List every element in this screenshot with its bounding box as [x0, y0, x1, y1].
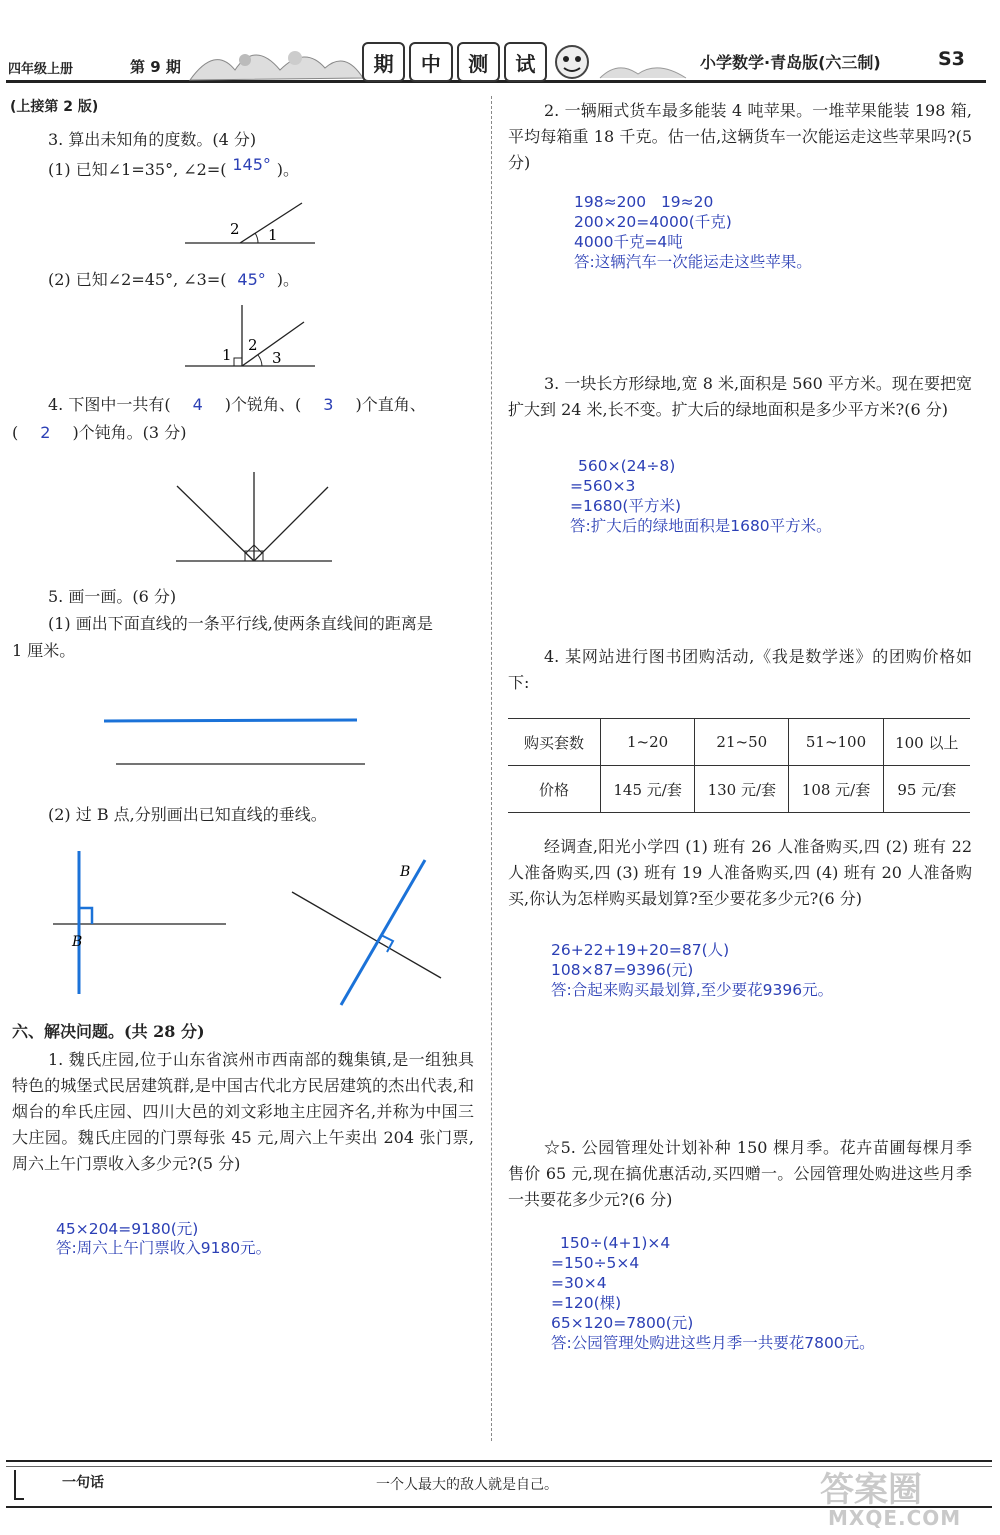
problem-5-text: ☆5. 公园管理处计划补种 150 棵月季。花卉苗圃每棵月季售价 65 元,现在搞优惠活动,买四赠一。公园管理处购进这些月季一共要花多少元?(6 分) — [508, 1138, 972, 1209]
drawn-parallel-line — [104, 720, 357, 721]
header-subject: 小学数学·青岛版(六三制) — [700, 53, 881, 72]
banner-char: 中 — [420, 51, 441, 76]
perpendicular-figure-2 — [288, 855, 448, 1010]
table-cell: 价格 — [508, 766, 601, 813]
table-cell: 145 元/套 — [601, 766, 695, 813]
problem-1-answer-line-2: 答:周六上午门票收入9180元。 — [56, 1239, 272, 1257]
problem-4-text: 4. 某网站进行图书团购活动,《我是数学迷》的团购价格如下: — [508, 647, 972, 692]
problem-2-answer-line-3: 4000千克=4吨 — [574, 233, 683, 251]
q5-1-line-2: 1 厘米。 — [12, 641, 76, 660]
problem-1-answer-line-1: 45×204=9180(元) — [56, 1220, 199, 1238]
table-cell: 购买套数 — [508, 719, 601, 766]
watermark-url: MXQE.COM — [828, 1506, 962, 1530]
q3-2-text: (2) 已知∠2=45°, ∠3=( — [48, 270, 227, 289]
footer-bracket — [14, 1470, 24, 1500]
problem-1-text: 1. 魏氏庄园,位于山东省滨州市西南部的魏集镇,是一组独具特色的城堡式民居建筑群,是中国古代北方民居建筑的杰出代表,和烟台的牟氏庄园、四川大邑的刘文彩地主庄园齐名,并称为中国三大庄园。魏氏庄园的门票每张 45 元,周六上午卖出 204 张门票,周六上午门票收入多少元?(5 分) — [12, 1050, 474, 1173]
header-issue: 第 9 期 — [130, 58, 181, 76]
banner-box-1 — [362, 42, 405, 82]
problem-4-detail: 经调查,阳光小学四 (1) 班有 26 人准备购买,四 (2) 班有 22 人准备购买,四 (3) 班有 19 人准备购买,四 (4) 班有 20 人准备购买,你认为怎样购买最划算?至少要花多少元?(6 分) — [508, 837, 972, 908]
q4-text-b: )个锐角、( — [224, 395, 302, 414]
header-decoration-right — [598, 56, 688, 80]
header-decoration — [185, 40, 365, 82]
watermark — [814, 1462, 994, 1532]
q4-line-2 — [12, 420, 186, 446]
q3-2-answer: 45° — [237, 270, 266, 289]
angle-label-2: 2 — [230, 220, 240, 238]
angle-label-1: 1 — [268, 226, 278, 244]
problem-5-answer-line-3: =30×4 — [551, 1274, 607, 1292]
table-cell: 51~100 — [789, 719, 883, 766]
point-b-label: B — [72, 934, 83, 950]
problem-3-answer-line-1: 560×(24÷8) — [578, 457, 676, 475]
section6-title: 六、解决问题。(共 28 分) — [12, 1022, 205, 1041]
q3-1-close: )。 — [276, 160, 299, 179]
q4-answer-acute: 4 — [192, 395, 203, 414]
problem-5-answer-line-1: 150÷(4+1)×4 — [560, 1234, 671, 1252]
problem-2-text: 2. 一辆厢式货车最多能装 4 吨苹果。一堆苹果能装 198 箱,平均每箱重 18 千克。估一估,这辆货车一次能运走这些苹果吗?(5 分) — [508, 101, 972, 172]
header-banner — [362, 42, 547, 82]
angle-label-1: 1 — [222, 346, 232, 364]
q3-2-line — [48, 267, 299, 293]
price-table — [508, 718, 970, 813]
problem-3-text: 3. 一块长方形绿地,宽 8 米,面积是 560 平方米。现在要把宽扩大到 24 米,长不变。扩大后的绿地面积是多少平方米?(6 分) — [508, 374, 972, 419]
header-grade: 四年级上册 — [8, 62, 74, 77]
q4-answer-obtuse: 2 — [40, 423, 51, 442]
column-divider — [491, 96, 492, 1441]
q5-title: 5. 画一画。(6 分) — [48, 587, 177, 606]
q4-text-c: )个直角、 — [355, 395, 426, 414]
table-cell: 130 元/套 — [695, 766, 789, 813]
q3-1-answer: 145° — [232, 155, 271, 174]
table-cell: 1~20 — [601, 719, 695, 766]
banner-box-4 — [504, 42, 547, 82]
mascot-icon — [548, 42, 596, 82]
problem-3-answer-line-4: 答:扩大后的绿地面积是1680平方米。 — [570, 517, 832, 535]
q3-1-line — [48, 157, 299, 183]
problem-5-answer-line-5: 65×120=7800(元) — [551, 1314, 694, 1332]
banner-char: 试 — [515, 51, 536, 76]
problem-5-answer-line-4: =120(棵) — [551, 1294, 622, 1312]
problem-2-answer-line-1: 198≈200 19≈20 — [574, 193, 714, 211]
problem-3-answer-line-3: =1680(平方米) — [570, 497, 682, 515]
banner-char: 期 — [373, 51, 394, 76]
table-cell: 95 元/套 — [883, 766, 970, 813]
table-cell: 21~50 — [695, 719, 789, 766]
problem-2-answer-line-2: 200×20=4000(千克) — [574, 213, 732, 231]
continued-note: (上接第 2 版) — [10, 99, 99, 115]
header-page-code: S3 — [938, 48, 965, 70]
point-b-label: B — [400, 864, 411, 880]
q3-title: 3. 算出未知角的度数。(4 分) — [48, 130, 257, 149]
problem-5-answer-line-2: =150÷5×4 — [551, 1254, 640, 1272]
q3-2-close: )。 — [276, 270, 299, 289]
q4-answer-right: 3 — [323, 395, 334, 414]
problem-4-answer-line-2: 108×87=9396(元) — [551, 961, 694, 979]
banner-box-3 — [457, 42, 500, 82]
table-cell: 100 以上 — [883, 719, 970, 766]
problem-2-answer-line-4: 答:这辆汽车一次能运走这些苹果。 — [574, 253, 812, 271]
angles-figure — [172, 470, 337, 565]
parallel-lines-figure — [100, 712, 370, 770]
problem-4-answer-line-1: 26+22+19+20=87(人) — [551, 941, 730, 959]
table-cell: 108 元/套 — [789, 766, 883, 813]
problem-3-answer-line-2: =560×3 — [570, 477, 636, 495]
q4-text-a: 4. 下图中一共有( — [48, 395, 171, 414]
banner-char: 测 — [468, 51, 489, 76]
footer-quote: 一个人最大的敌人就是自己。 — [376, 1477, 558, 1493]
q5-2-text: (2) 过 B 点,分别画出已知直线的垂线。 — [48, 805, 327, 824]
table-header-row — [508, 719, 970, 766]
problem-4-answer-line-3: 答:合起来购买最划算,至少要花9396元。 — [551, 981, 834, 999]
footer-label: 一句话 — [62, 1475, 104, 1491]
q4-text-e: )个钝角。(3 分) — [72, 423, 187, 442]
angle-figure-2 — [180, 300, 320, 372]
watermark-text: 答案圈 — [820, 1470, 922, 1510]
q5-1-line-1: (1) 画出下面直线的一条平行线,使两条直线间的距离是 — [48, 614, 433, 633]
angle-figure-1 — [180, 198, 320, 248]
page-header — [0, 40, 1000, 88]
perpendicular-figure-1 — [48, 848, 233, 998]
banner-box-2 — [409, 42, 452, 82]
q4-text-d: ( — [12, 423, 19, 442]
q3-1-text: (1) 已知∠1=35°, ∠2=( — [48, 160, 227, 179]
angle-label-2: 2 — [248, 336, 258, 354]
angle-label-3: 3 — [272, 349, 282, 367]
problem-5-answer-line-6: 答:公园管理处购进这些月季一共要花7800元。 — [551, 1334, 875, 1352]
table-row — [508, 766, 970, 813]
q4-line-1 — [48, 392, 426, 418]
